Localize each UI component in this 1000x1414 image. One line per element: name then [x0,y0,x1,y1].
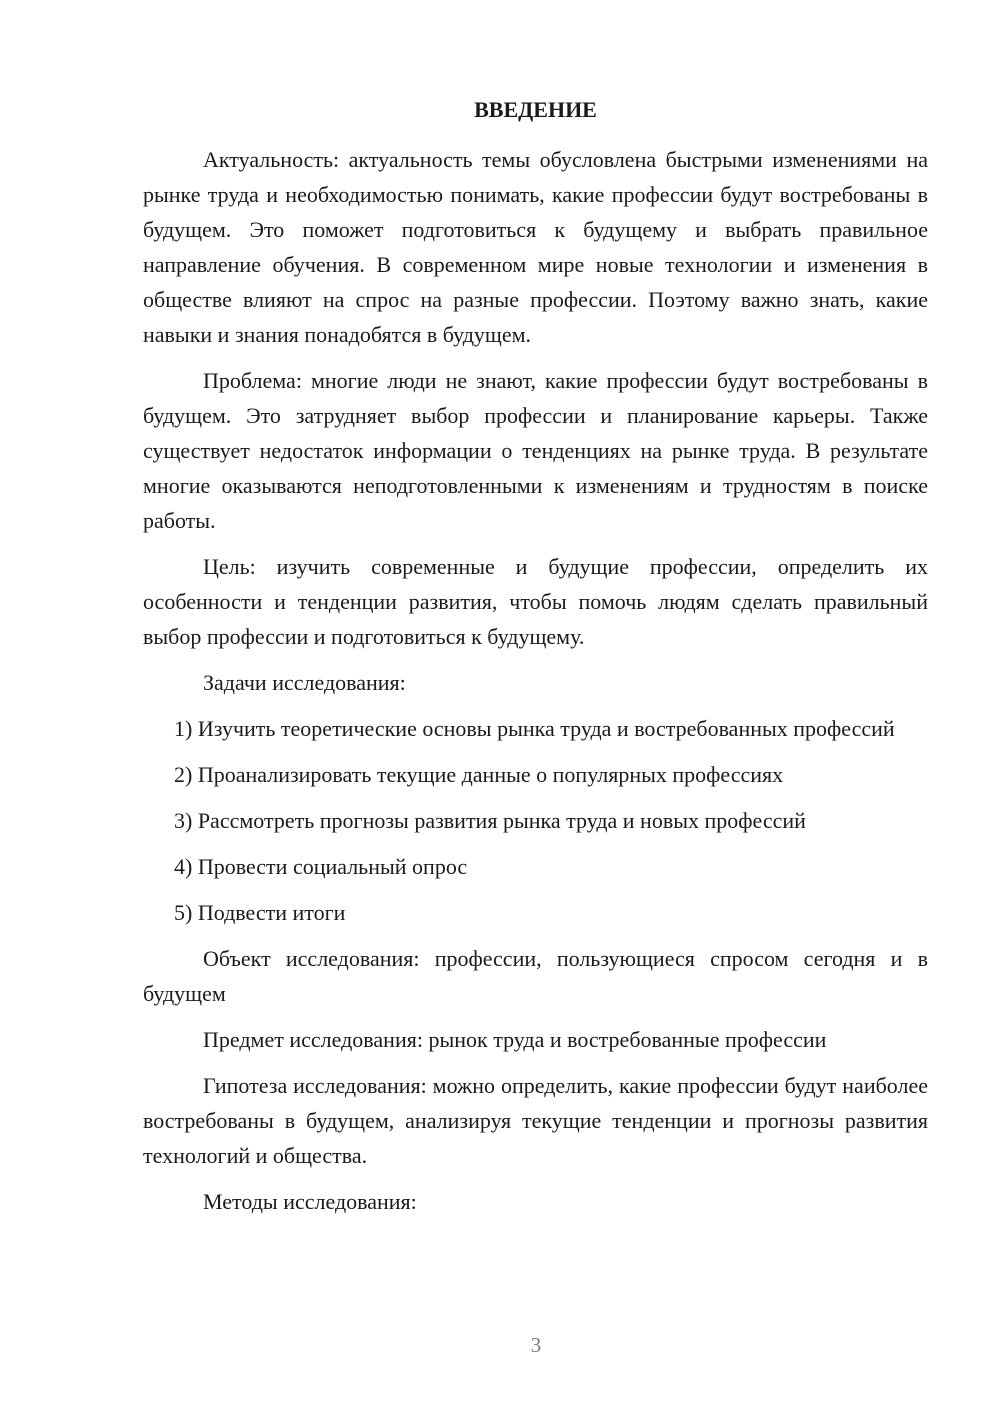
subject-paragraph: Предмет исследования: рынок труда и востребованные профессии [203,1027,827,1052]
task-item-5: 5) Подвести итоги [174,900,346,925]
task-item-2: 2) Проанализировать текущие данные о популярных профессиях [174,762,784,787]
methods-heading: Методы исследования: [203,1189,417,1214]
page-number: 3 [530,1333,542,1357]
relevance-paragraph: Актуальность: актуальность темы обусловлена быстрыми изменениями на рынке труда и необходимостью понимать, какие профессии будут востребованы в будущем. Это поможет подготовиться к будущему и выбрать правильное направление обучения. В современном мире новые технологии и изменения в обществе влияют на спрос на разные профессии. Поэтому важно знать, какие навыки и знания понадобятся в будущем. [143,147,928,347]
task-item-4: 4) Провести социальный опрос [174,854,468,879]
document-page [143,95,928,1230]
page-title: ВВЕДЕНИЕ [474,97,597,122]
tasks-heading: Задачи исследования: [203,670,406,695]
object-paragraph: Объект исследования: профессии, пользующиеся спросом сегодня и в будущем [143,946,928,1006]
problem-paragraph: Проблема: многие люди не знают, какие профессии будут востребованы в будущем. Это затрудняет выбор профессии и планирование карьеры. Также существует недостаток информации о тенденциях на рынке труда. В результате многие оказываются неподготовленными к изменениям и трудностям в поиске работы. [143,368,928,533]
task-item-1: 1) Изучить теоретические основы рынка труда и востребованных профессий [174,716,895,741]
hypothesis-paragraph: Гипотеза исследования: можно определить, какие профессии будут наиболее востребованы в будущем, анализируя текущие тенденции и прогнозы развития технологий и общества. [143,1073,928,1168]
goal-paragraph: Цель: изучить современные и будущие профессии, определить их особенности и тенденции развития, чтобы помочь людям сделать правильный выбор профессии и подготовиться к будущему. [143,554,928,649]
task-item-3: 3) Рассмотреть прогнозы развития рынка труда и новых профессий [174,808,806,833]
